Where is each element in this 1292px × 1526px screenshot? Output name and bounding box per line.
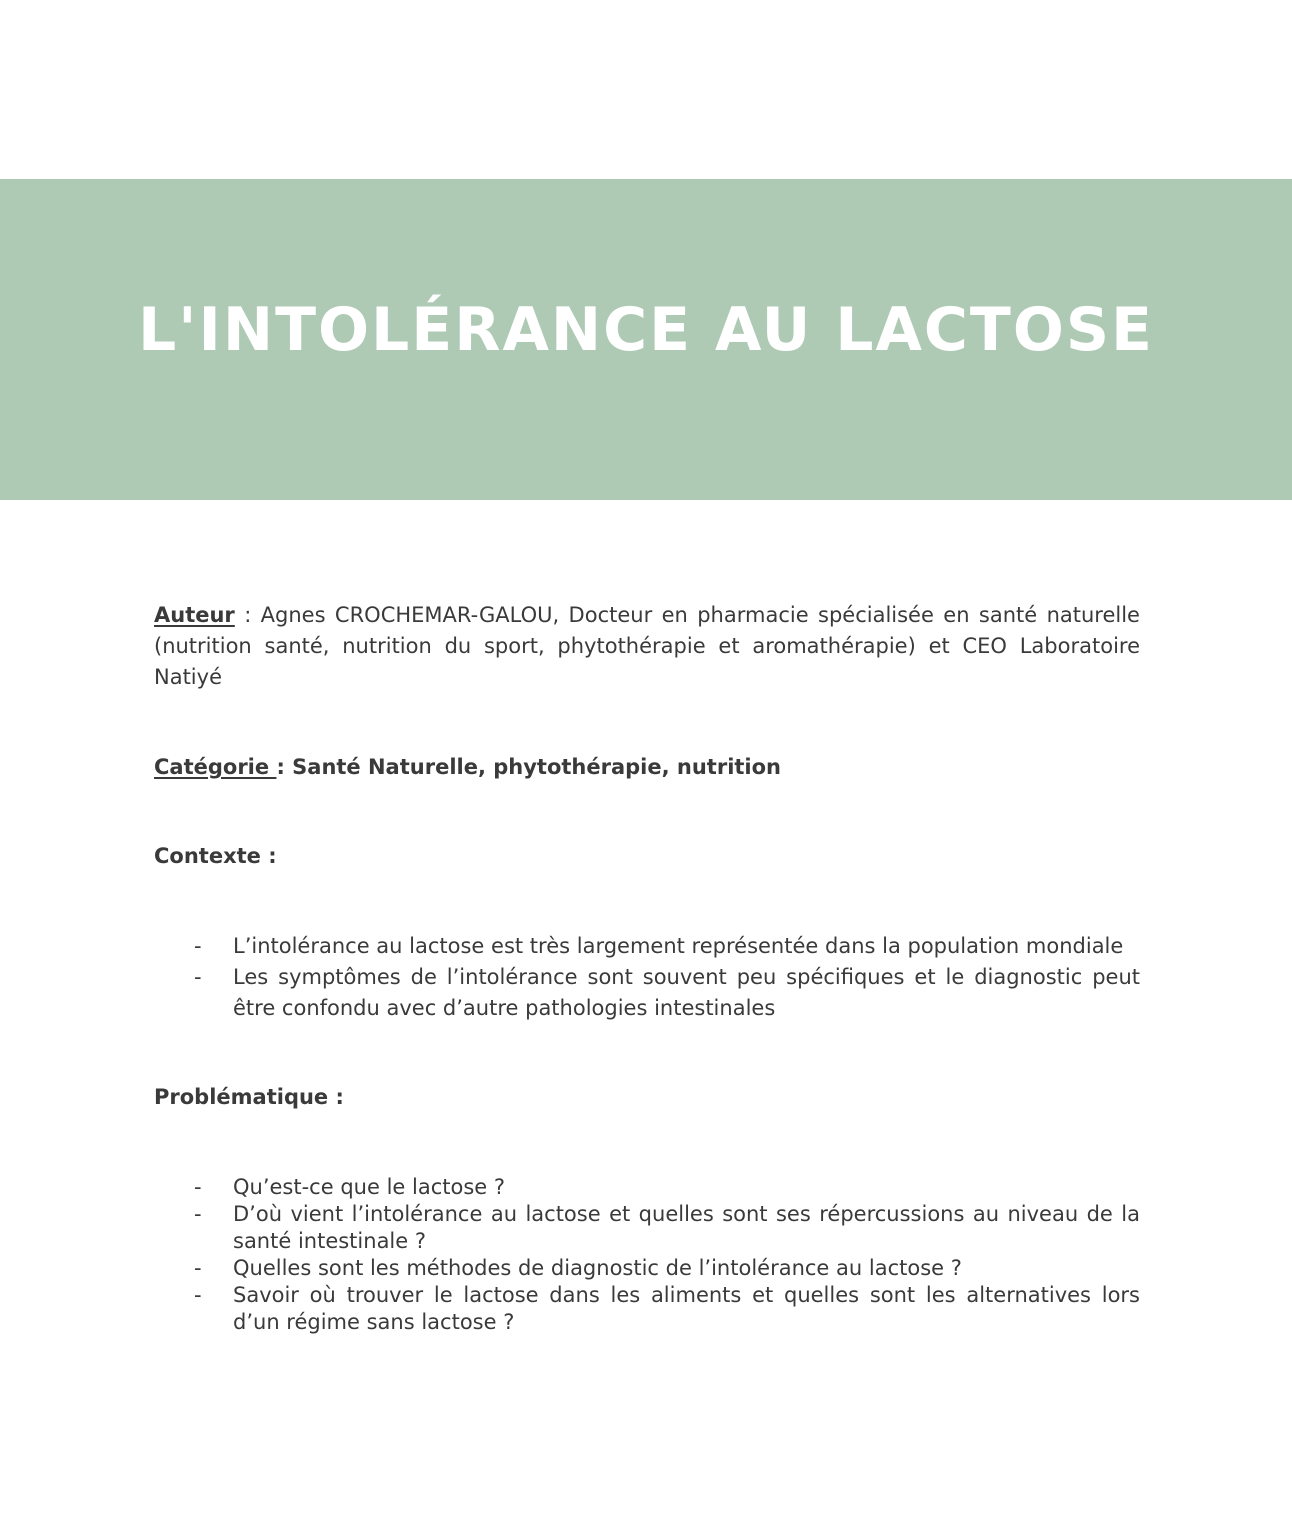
context-list: [154, 931, 1140, 1024]
dash-marker: -: [194, 1202, 202, 1226]
author-paragraph: [154, 600, 1140, 693]
dash-marker: -: [194, 1283, 202, 1307]
category-label: Catégorie: [154, 755, 277, 779]
dash-marker: -: [194, 1256, 202, 1280]
dash-marker: -: [194, 965, 202, 989]
category-paragraph: [154, 752, 1140, 783]
problem-list: [154, 1174, 1140, 1336]
list-item: [154, 1174, 1140, 1201]
list-item: [154, 962, 1140, 1024]
category-text: : Santé Naturelle, phytothérapie, nutrition: [276, 755, 782, 779]
author-text: Agnes CROCHEMAR-GALOU, Docteur en pharmacie spécialisée en santé naturelle (nutrition santé, nutrition du sport, phytothérapie et aromathérapie) et CEO Laboratoire Natiyé: [154, 603, 1140, 689]
context-heading: Contexte :: [154, 844, 277, 868]
dash-marker: -: [194, 934, 202, 958]
page-title: L'INTOLÉRANCE AU LACTOSE: [137, 295, 1155, 365]
problem-heading: Problématique :: [154, 1085, 344, 1109]
list-item-text: Savoir où trouver le lactose dans les aliments et quelles sont les alternatives lors d’un régime sans lactose ?: [233, 1283, 1140, 1334]
document-body: [154, 600, 1140, 1336]
list-item-text: D’où vient l’intolérance au lactose et quelles sont ses répercussions au niveau de la santé intestinale ?: [233, 1202, 1140, 1253]
list-item: [154, 1282, 1140, 1336]
author-label: Auteur: [154, 603, 235, 627]
list-item: [154, 931, 1140, 962]
dash-marker: -: [194, 1175, 202, 1199]
author-separator: :: [234, 603, 261, 627]
list-item-text: L’intolérance au lactose est très largement représentée dans la population mondiale: [233, 934, 1124, 958]
list-item-text: Les symptômes de l’intolérance sont souvent peu spécifiques et le diagnostic peut être confondu avec d’autre pathologies intestinales: [233, 965, 1140, 1020]
list-item-text: Qu’est-ce que le lactose ?: [233, 1175, 506, 1199]
list-item: [154, 1255, 1140, 1282]
list-item-text: Quelles sont les méthodes de diagnostic de l’intolérance au lactose ?: [233, 1256, 962, 1280]
list-item: [154, 1201, 1140, 1255]
